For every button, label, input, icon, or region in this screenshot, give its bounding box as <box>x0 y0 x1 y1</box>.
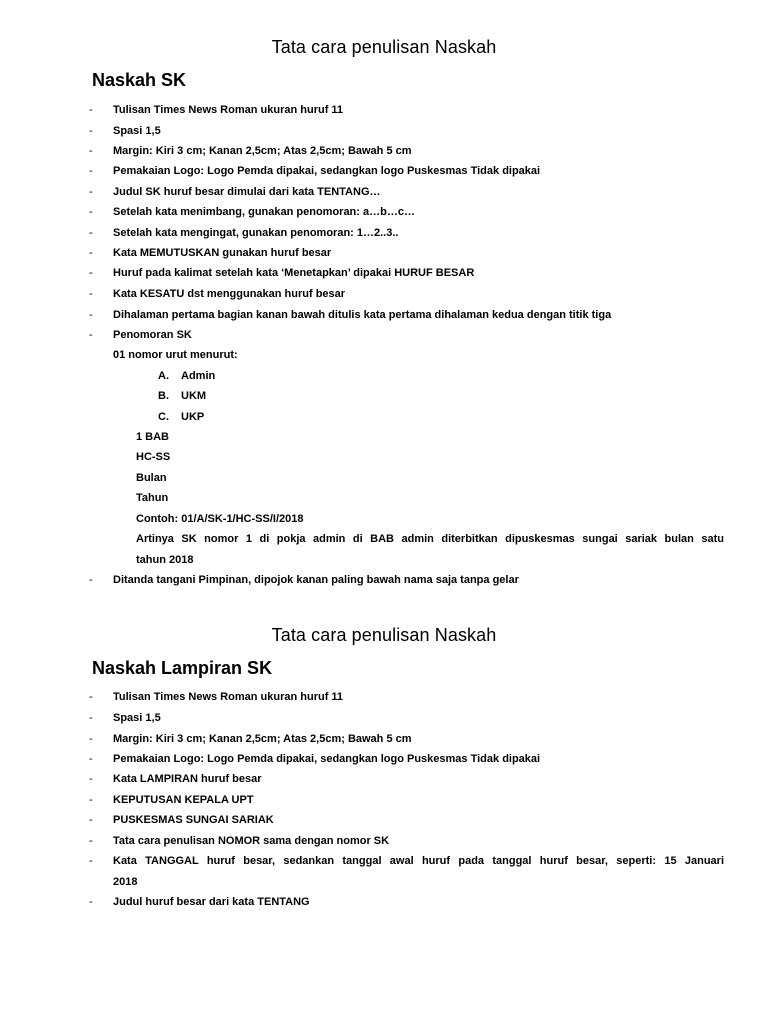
list-item: PUSKESMAS SUNGAI SARIAK <box>113 814 274 826</box>
document-title: Tata cara penulisan Naskah <box>271 37 497 57</box>
list-item: Penomoran SK <box>113 329 192 341</box>
list-item: Kata MEMUTUSKAN gunakan huruf besar <box>113 247 332 259</box>
list-item: Tulisan Times News Roman ukuran huruf 11 <box>113 104 344 116</box>
list-item: Judul SK huruf besar dimulai dari kata TENTANG… <box>113 186 381 198</box>
list-item: Spasi 1,5 <box>113 125 161 137</box>
list-item: Kata KESATU dst menggunakan huruf besar <box>113 288 346 300</box>
numbering-part: HC-SS <box>136 451 171 463</box>
bullet-dash: - <box>89 165 93 177</box>
bullet-dash: - <box>89 125 93 137</box>
bullet-dash: - <box>89 329 93 341</box>
bullet-dash: - <box>89 691 93 703</box>
bullet-dash: - <box>89 227 93 239</box>
list-item: Judul huruf besar dari kata TENTANG <box>113 896 310 908</box>
document-title-2: Tata cara penulisan Naskah <box>271 625 497 645</box>
list-item: Tulisan Times News Roman ukuran huruf 11 <box>113 691 344 703</box>
bullet-dash: - <box>89 104 93 116</box>
bullet-dash: - <box>89 186 93 198</box>
letter-item: UKM <box>181 390 207 402</box>
bullet-dash: - <box>89 753 93 765</box>
letter-marker: A. <box>158 370 169 382</box>
list-item: Pemakaian Logo: Logo Pemda dipakai, sedangkan logo Puskesmas Tidak dipakai <box>113 165 541 177</box>
numbering-meaning: Artinya SK nomor 1 di pokja admin di BAB admin diterbitkan dipuskesmas sungai sariak bulan satu <box>136 533 724 545</box>
list-item-tanggal-cont: 2018 <box>113 876 138 888</box>
bullet-dash: - <box>89 145 93 157</box>
list-item: Tata cara penulisan NOMOR sama dengan nomor SK <box>113 835 390 847</box>
numbering-example: Contoh: 01/A/SK-1/HC-SS/I/2018 <box>136 513 304 525</box>
list-item: Margin: Kiri 3 cm; Kanan 2,5cm; Atas 2,5cm; Bawah 5 cm <box>113 733 412 745</box>
letter-marker: C. <box>158 411 169 423</box>
list-item: Margin: Kiri 3 cm; Kanan 2,5cm; Atas 2,5cm; Bawah 5 cm <box>113 145 412 157</box>
list-item: KEPUTUSAN KEPALA UPT <box>113 794 254 806</box>
list-item: Dihalaman pertama bagian kanan bawah ditulis kata pertama dihalaman kedua dengan titik tiga <box>113 309 612 321</box>
bullet-dash: - <box>89 712 93 724</box>
bullet-dash: - <box>89 206 93 218</box>
letter-item: Admin <box>181 370 216 382</box>
list-item: Kata LAMPIRAN huruf besar <box>113 773 262 785</box>
list-item-tanggal: Kata TANGGAL huruf besar, sedankan tanggal awal huruf pada tanggal huruf besar, seperti: 15 Januari <box>113 855 724 867</box>
list-item: Setelah kata menimbang, gunakan penomoran: a…b…c… <box>113 206 415 218</box>
bullet-dash: - <box>89 855 93 867</box>
letter-item: UKP <box>181 411 205 423</box>
list-item: Pemakaian Logo: Logo Pemda dipakai, sedangkan logo Puskesmas Tidak dipakai <box>113 753 541 765</box>
section-heading-naskah-lampiran-sk: Naskah Lampiran SK <box>92 658 273 678</box>
bullet-dash: - <box>89 574 93 586</box>
list-item: Huruf pada kalimat setelah kata ‘Menetapkan’ dipakai HURUF BESAR <box>113 267 475 279</box>
section-heading-naskah-sk: Naskah SK <box>92 70 187 90</box>
list-item: Setelah kata mengingat, gunakan penomoran: 1…2..3.. <box>113 227 399 239</box>
bullet-dash: - <box>89 814 93 826</box>
bullet-dash: - <box>89 896 93 908</box>
list-item: Spasi 1,5 <box>113 712 161 724</box>
bullet-dash: - <box>89 267 93 279</box>
bullet-dash: - <box>89 247 93 259</box>
numbering-meaning-cont: tahun 2018 <box>136 554 194 566</box>
bullet-dash: - <box>89 773 93 785</box>
numbering-part: Tahun <box>136 492 169 504</box>
bullet-dash: - <box>89 794 93 806</box>
letter-marker: B. <box>158 390 169 402</box>
bullet-dash: - <box>89 288 93 300</box>
bullet-dash: - <box>89 835 93 847</box>
list-item: Ditanda tangani Pimpinan, dipojok kanan paling bawah nama saja tanpa gelar <box>113 574 519 586</box>
numbering-part: Bulan <box>136 472 167 484</box>
bullet-dash: - <box>89 309 93 321</box>
bullet-dash: - <box>89 733 93 745</box>
numbering-intro: 01 nomor urut menurut: <box>113 349 238 361</box>
numbering-part: 1 BAB <box>136 431 170 443</box>
